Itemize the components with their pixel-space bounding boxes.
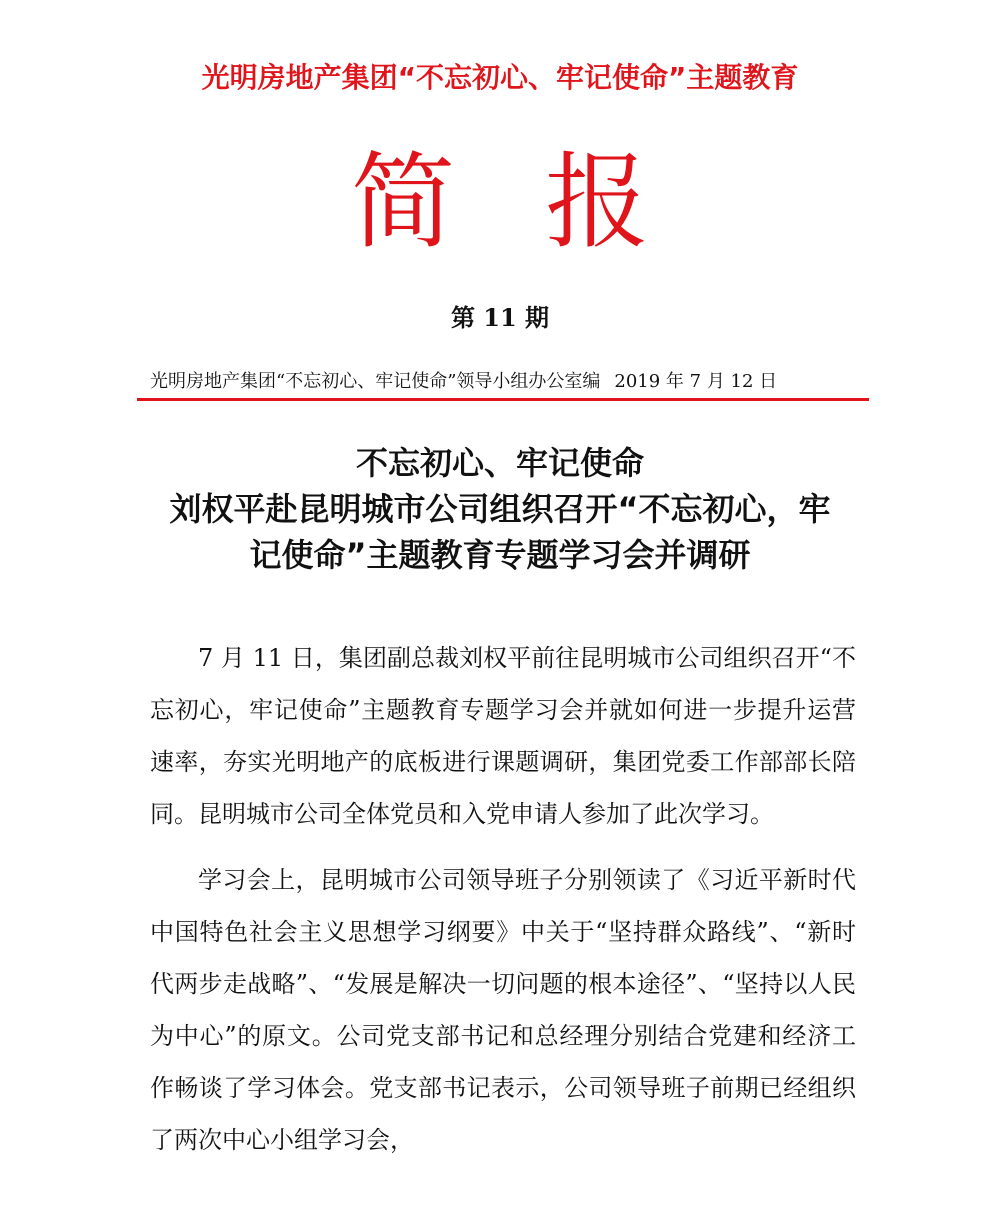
body-paragraph: 7 月 11 日，集团副总裁刘权平前往昆明城市公司组织召开“不忘初心，牢记使命”主题教育专题学习会并就如何进一步提升运营速率，夯实光明地产的底板进行课题调研，集团党委工作部部长陪同。昆明城市公司全体党员和入党申请人参加了此次学习。: [150, 644, 856, 828]
org-header-title: 光明房地产集团“不忘初心、牢记使命”主题教育: [201, 61, 799, 94]
publish-date: 2019 年 7 月 12 日: [614, 371, 778, 392]
article-body: [150, 632, 856, 1180]
article-title-line: 不忘初心、牢记使命: [355, 444, 644, 482]
article-title-line: 刘权平赴昆明城市公司组织召开“不忘初心，牢: [169, 490, 831, 528]
article-title: [130, 440, 870, 578]
publisher-name: 光明房地产集团“不忘初心、牢记使命”领导小组办公室编: [150, 371, 601, 392]
red-divider-rule: [137, 398, 869, 401]
publisher-line: [150, 368, 870, 396]
masthead-title: 简报: [350, 141, 739, 263]
issue-number: 第 11 期: [450, 303, 550, 332]
article-title-line: 记使命”主题教育专题学习会并调研: [249, 536, 751, 574]
body-paragraph: 学习会上，昆明城市公司领导班子分别领读了《习近平新时代中国特色社会主义思想学习纲要》中关于“坚持群众路线”、“新时代两步走战略”、“发展是解决一切问题的根本途径”、“坚持以人民为中心”的原文。公司党支部书记和总经理分别结合党建和经济工作畅谈了学习体会。党支部书记表示，公司领导班子前期已经组织了两次中心小组学习会，: [150, 866, 856, 1154]
